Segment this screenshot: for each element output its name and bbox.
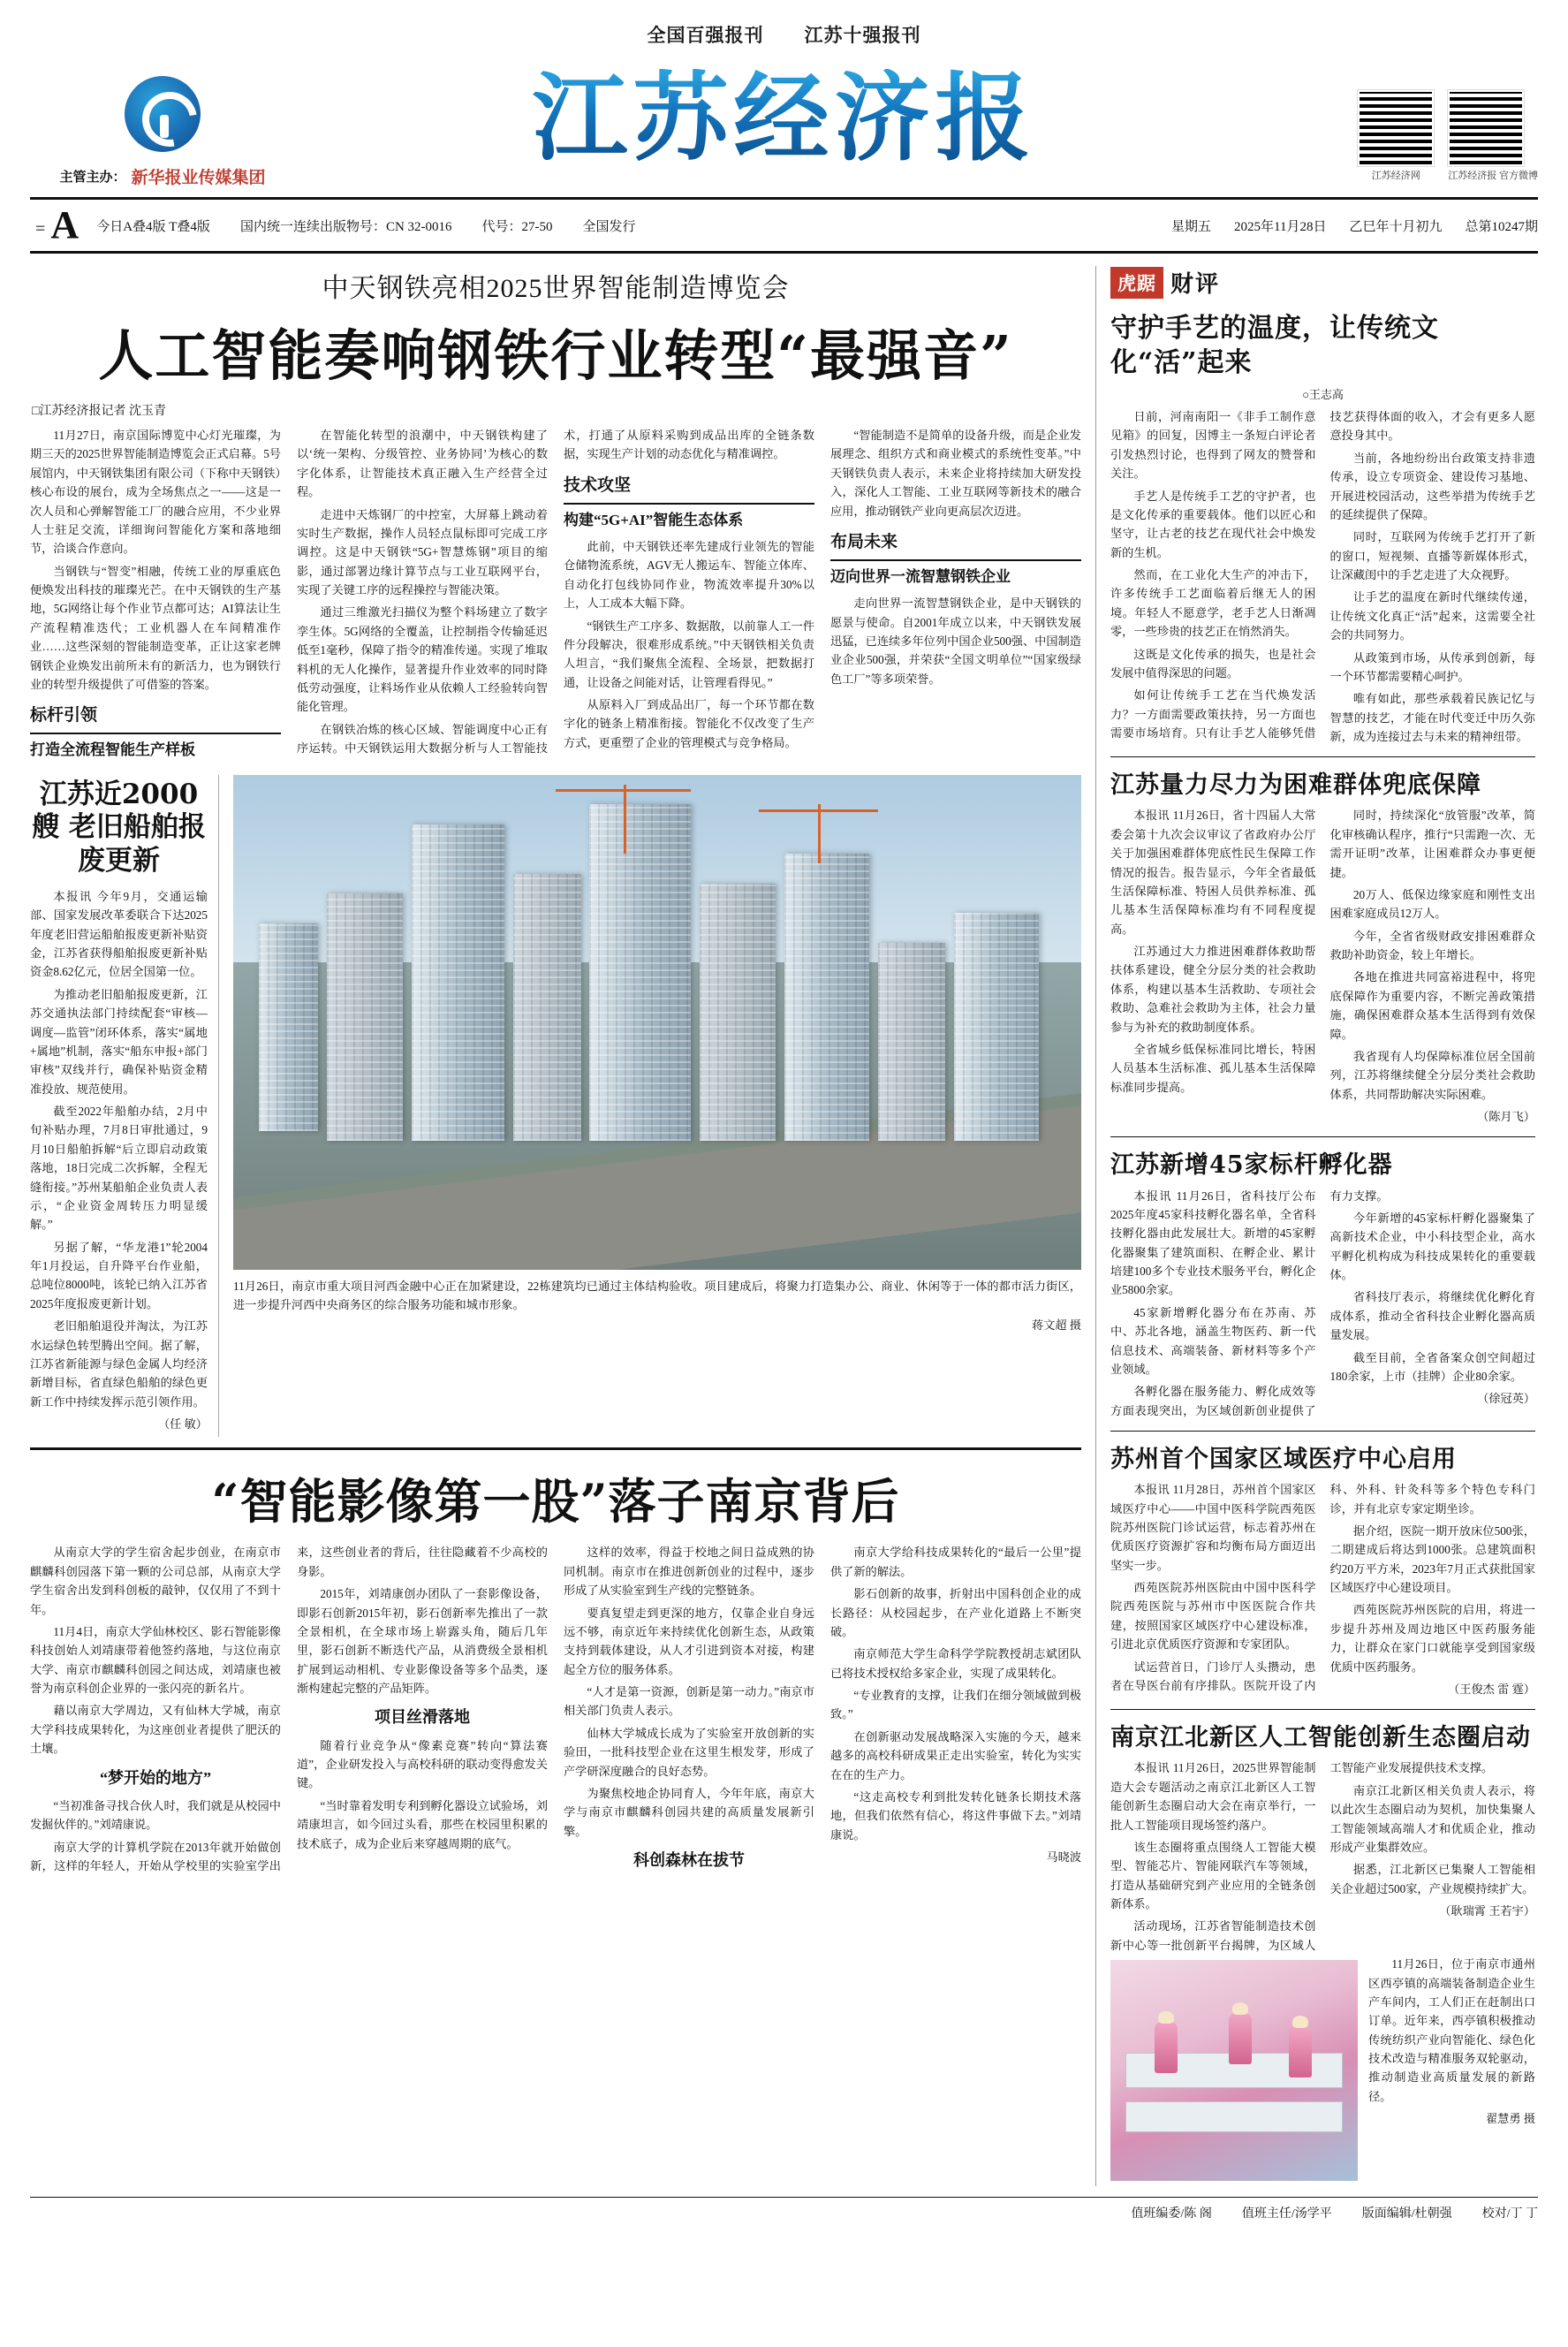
commentary-para: 如何让传统手工艺在当代焕发活力？一方面需要政策扶持，另一方面也需要市场培育。只有让手艺人能够凭借技艺获得体面的收入，才会有更多人愿意投身其中。 (1110, 410, 1535, 740)
issue-info-middle (96, 216, 1171, 235)
commentary-para: 日前，河南南阳一《非手工制作意见箱》的回复，因博主一条短白评论者引发热烈讨论，也得到了网友的赞誉和关注。 (1110, 410, 1316, 481)
feature-signature: 马晓波 (1046, 1850, 1081, 1865)
ships-para: 另据了解，“华龙港1”轮2004年1月投运，自升降平台作业船，总吨位8000吨，该轮已纳入江苏省2025年度报废更新计划。 (30, 1240, 208, 1310)
commentary-header (1110, 266, 1535, 306)
lead-subhead-1 (30, 703, 281, 762)
subhead-line2: 构建“5G+AI”智能生态体系 (564, 511, 744, 528)
commentary-para: 手艺人是传统手工艺的守护者，也是文化传承的重要载体。他们以匠心和坚守，让古老的技艺在现代社会中焕发新的生机。 (1110, 489, 1316, 559)
lead-para: 走向世界一流智慧钢铁企业，是中天钢铁的愿景与使命。自2001年成立以来，中天钢铁发展迅猛，已连续多年位列中国企业500强、中国制造业企业500强，并荣获“全国文明单位”“国家级绿色工厂”等多项荣誉。 (830, 596, 1081, 686)
photo-building (513, 874, 581, 1141)
main-photo-block (233, 775, 1081, 1438)
feature-para: 藉以南京大学周边，又有仙林大学城，南京大学科技成果转化，为这座创业者提供了肥沃的土壤。 (30, 1704, 281, 1756)
qr-website-caption: 江苏经济网 (1371, 171, 1420, 181)
duty-editor: 值班编委/陈 阁 (1131, 2207, 1212, 2222)
feature-para: 随着行业竞争从“像素竞赛”转向“算法赛道”，企业研发投入与高校科研的联动变得愈发关键。 (297, 1738, 548, 1790)
masthead (30, 60, 1538, 194)
masthead-left (30, 60, 295, 188)
ships-para: 老旧船舶退役并淘汰，为江苏水运绿色转型腾出空间。据了解，江苏省新能源与绿色金属人均经济新增目标，省直绿色船舶的绿色更新工作中持续发挥示范引领作用。 (30, 1319, 208, 1409)
hospital-para: 西苑医院苏州医院的启用，将进一步提升苏州及周边地区中医药服务能力，让群众在家门口就能享受到国家级优质中医药服务。 (1329, 1603, 1535, 1674)
welfare-para: 本报讯 11月26日，省十四届人大常委会第十九次会议审议了省政府办公厅关于加强困难群体兜底性民生保障工作情况的报告。报告显示，今年全省最低生活保障标准、特困人员供养标准、孤儿基本生活保障标准均有不同程度提高。 (1110, 809, 1316, 936)
date-gregorian: 2025年11月28日 (1234, 219, 1327, 234)
feature-para: 11月4日，南京大学仙林校区、影石智能影像科技创始人刘靖康带着他签约落地，与这位南京大学、南京市麒麟科创园之间达成，刘靖康也被誉为南京科创企业界的一张闪亮的新名片。 (30, 1624, 281, 1696)
photo-building (589, 804, 691, 1141)
right-separator (1110, 756, 1535, 757)
feature-para: 仙林大学城成长成为了实验室开放创新的实验田，一批科技型企业在这里生根发芽，形成了产学研深度融合的良好态势。 (564, 1726, 814, 1778)
photo-building (412, 824, 505, 1141)
qr-code-weibo-icon[interactable] (1448, 90, 1524, 166)
date-lunar: 乙巳年十月初九 (1349, 219, 1443, 234)
weekday: 星期五 (1171, 219, 1212, 234)
feature-para: “人才是第一资源，创新是第一动力。”南京市相关部门负责人表示。 (564, 1685, 814, 1718)
commentary-title: 守护手艺的温度，让传统文化“活”起来 (1110, 313, 1439, 378)
ships-para: 为推动老旧船舶报废更新，江苏交通执法部门持续配套“审核—调度—监管”闭环体系，落实“属地+属地”机制，落实“船东申报+部门审核”双线并行，确保补贴资金精准投放、规范使用。 (30, 987, 208, 1096)
commentary-para: 同时，互联网为传统手艺打开了新的窗口，短视频、直播等新媒体形式，让深藏闺中的手艺走进了大众视野。 (1329, 530, 1535, 581)
incubator-article-title: 江苏新增45家标杆孵化器 (1110, 1151, 1393, 1180)
edition-letter: = A (35, 203, 80, 247)
welfare-para: 我省现有人均保障标准位居全国前列，江苏将继续健全分层分类社会救助体系，共同帮助解决实际困难。 (1329, 1049, 1535, 1101)
photo-machine (1125, 2101, 1343, 2132)
incubator-signature: （徐冠英） (1477, 1392, 1535, 1406)
lead-para: 在钢铁冶炼的核心区域、智能调度中心正有序运转。中天钢铁运用大数据分析与人工智能技术，打通了从原料采购到成品出库的全链条数据，实现生产计划的动态优化与精准调控。 (297, 429, 814, 755)
commentary-para: 让手艺的温度在新时代继续传递，让传统文化真正“活”起来，这需要全社会的共同努力。 (1329, 590, 1535, 642)
top-award-strip (30, 16, 1538, 60)
layout-editor: 版面编辑/杜朝强 (1361, 2207, 1452, 2222)
feature-para: 从南京大学的学生宿舍起步创业，在南京市麒麟科创园落下第一颗的公司总部，从南京大学学生宿舍出发到科创板的敲钟，仅仅用了不到十年。 (30, 1546, 281, 1616)
main-photo-credit: 蒋文超 摄 (1031, 1318, 1081, 1332)
commentary-badge: 虎踞 (1110, 267, 1163, 299)
masthead-center (295, 60, 1273, 174)
ships-para: 截至2022年船舶办结，2月中旬补贴办理，7月8日审批通过，9月10日船舶拆解“后立即启动政策落地，18日完成二次拆解，全程无缝衔接。”苏州某船舶企业负责人表示，“企业资金周转压力明显缓解。” (30, 1105, 208, 1232)
welfare-article-title: 江苏量力尽力为困难群体兜底保障 (1110, 771, 1481, 800)
right-photo-block (1110, 1955, 1535, 2186)
page-footer (30, 2197, 1538, 2222)
qr-weibo-block (1448, 90, 1538, 182)
lead-subhead-3 (830, 529, 1081, 589)
photo-worker (1229, 2013, 1252, 2064)
hospital-article-body (1110, 1480, 1535, 1698)
welfare-signature: （陈月飞） (1477, 1110, 1535, 1124)
ai-para: 南京江北新区相关负责人表示，将以此次生态圈启动为契机，加快集聚人工智能领域高端人才和优质企业，推动形成产业集群效应。 (1329, 1783, 1535, 1854)
ai-para: 本报讯 11月26日，2025世界智能制造大会专题活动之南京江北新区人工智能创新生态圈启动大会在南京举行，一批人工智能项目现场签约落户。 (1110, 1761, 1316, 1832)
photo-crane-arm (759, 809, 877, 812)
commentary-para: 这既是文化传承的损失，也是社会发展中值得深思的问题。 (1110, 647, 1316, 680)
commentary-para: 从政策到市场，从传承到创新，每一个环节都需要精心呵护。 (1329, 650, 1535, 683)
factory-photo-credit: 翟慧勇 摄 (1485, 2112, 1535, 2126)
subhead-line1: 标杆引领 (30, 703, 281, 734)
issue-info-right (1171, 216, 1538, 235)
welfare-para: 各地在推进共同富裕进程中，将兜底保障作为重要内容，不断完善政策措施，确保困难群众基本生活得到有效保障。 (1329, 970, 1535, 1041)
feature-para: 影石创新的故事，折射出中国科创企业的成长路径：从校园起步，在产业化道路上不断突破。 (830, 1587, 1081, 1638)
feature-body (30, 1543, 1081, 1875)
incubator-article-body (1110, 1187, 1535, 1421)
feature-para: “当时靠着发明专利到孵化器设立试验场，刘靖康坦言，如今回过头看，那些在校园里积累的技术底子，成为企业后来穿越周期的底气。 (297, 1798, 548, 1850)
right-separator (1110, 1136, 1535, 1137)
lead-article-body (30, 426, 1081, 763)
feature-para: 南京大学给科技成果转化的“最后一公里”提供了新的解法。 (830, 1546, 1081, 1578)
feature-headline: “智能影像第一股”落子南京背后 (211, 1473, 900, 1530)
photo-building (954, 913, 1039, 1141)
hospital-article-title: 苏州首个国家区域医疗中心启用 (1110, 1446, 1457, 1474)
right-column (1095, 266, 1535, 2186)
factory-photo-caption: 11月26日，位于南京市通州区西亭镇的高端装备制造企业生产车间内，工人们正在赶制出口订单。近年来，西亭镇积极推动传统纺织产业向智能化、绿色化技术改造与精准服务双轮驱动，推动制造业高质量发展的新路径。 (1368, 1957, 1535, 2103)
ships-signature: （任 敏） (157, 1417, 208, 1432)
ai-signature: （耿瑞霄 王若宇） (1439, 1904, 1535, 1918)
welfare-para: 江苏通过大力推进困难群体救助帮扶体系建设，健全分层分类的社会救助体系，构建以基本生活救助、专项社会救助、急难社会救助为主体，社会力量参与为补充的救助制度体系。 (1110, 945, 1316, 1034)
hospital-para: 据介绍，医院一期开放床位500张，二期建成后将达到1000张。总建筑面积约20万平方米，2023年7月正式获批国家区域医疗中心建设项目。 (1329, 1523, 1535, 1595)
photo-crane-arm (556, 789, 692, 792)
ships-article (30, 775, 219, 1438)
sponsor-label: 主管主办： (59, 171, 126, 185)
feature-subhead-3: 科创森林在拔节 (633, 1851, 745, 1870)
lead-subhead-2 (564, 473, 814, 532)
lead-para: 此前，中天钢铁还率先建成行业领先的智能仓储物流系统，AGV无人搬运车、智能立体库、自动化打包线协同作业，物流效率提升30%以上，人工成本大幅下降。 (564, 540, 814, 611)
incubator-para: 截至目前，全省备案众创空间超过180余家，上市（挂牌）企业80余家。 (1329, 1350, 1535, 1383)
lead-para: 11月27日，南京国际博览中心灯光璀璨，为期三天的2025世界智能制造博览会正式启幕。5号展馆内，中天钢铁集团有限公司（下称中天钢铁）核心布设的展台，成为全场焦点之一——这是一次人员和心弹解智能工厂的融合应用，不少业界人士驻足交流，详细询问智能化方案和落地细节，洽谈合作意向。 (30, 429, 281, 556)
ships-article-title: 江苏近2000艘 老旧船舶报废更新 (32, 778, 206, 877)
hospital-para: 本报讯 11月28日，苏州首个国家区域医疗中心——中国中医科学院西苑医院苏州医院门诊试运营，标志着苏州在优质医疗资源扩容和均衡布局方面迈出坚实一步。 (1110, 1483, 1316, 1572)
edition-letter-text: A (50, 203, 80, 247)
feature-para: 南京师范大学生命科学学院教授胡志斌团队已将技术授权给多家企业，实现了成果转化。 (830, 1647, 1081, 1680)
welfare-para: 全省城乡低保标准同比增长，特困人员基本生活标准、孤儿基本生活保障标准同步提高。 (1110, 1042, 1316, 1094)
feature-para: “专业教育的支撑，让我们在细分领域做到极致。” (830, 1689, 1081, 1721)
subhead-line1: 技术攻坚 (564, 473, 814, 505)
ai-ecosystem-article-title: 南京江北新区人工智能创新生态圈启动 (1110, 1724, 1531, 1752)
award-1: 全国百强报刊 (647, 25, 764, 46)
photo-building (327, 893, 403, 1141)
commentary-body (1110, 407, 1535, 746)
commentary-section-label: 财评 (1170, 271, 1221, 297)
feature-para: 为聚焦校地企协同育人，今年年底，南京大学与南京市麒麟科创园共建的高质量发展新引擎。 (564, 1786, 814, 1838)
edition-note: 今日A叠4版 T叠4版 (96, 219, 210, 234)
feature-para: “当初准备寻找合伙人时，我们就是从校园中发掘伙伴的。”刘靖康说。 (30, 1798, 281, 1832)
photo-worker (1289, 2026, 1312, 2077)
welfare-para: 同时，持续深化“放管服”改革，简化审核确认程序，推行“只需跑一次、无需开证明”改革，让困难群众办事更便捷。 (1329, 809, 1535, 879)
photo-building (784, 854, 869, 1141)
welfare-para: 20万人、低保边缘家庭和刚性支出困难家庭成员12万人。 (1329, 887, 1535, 921)
lead-para: “智能制造不是简单的设备升级，而是企业发展理念、组织方式和商业模式的系统性变革。”中天钢铁负责人表示，未来企业将持续加大研发投入，深化人工智能、工业互联网等新技术的融合应用，推动钢铁产业向更高层次迈进。 (830, 429, 1081, 518)
ships-article-body (30, 887, 208, 1434)
page-body (30, 254, 1538, 2186)
right-separator (1110, 1709, 1535, 1710)
lead-para: 在智能化转型的浪潮中，中天钢铁构建了以‘统一架构、分级管控、业务协同’为核心的数字化体系，让智能技术真正融入生产经营全过程。 (297, 429, 548, 499)
commentary-para: 然而，在工业化大生产的冲击下，许多传统手工艺面临着后继无人的困境。年轻人不愿意学，老手艺人日渐凋零，一些珍贵的技艺正在悄然消失。 (1110, 568, 1316, 639)
hospital-para: 试运营首日，门诊厅人头攒动，患者在导医台前有序排队。医院开设了内科、外科、针灸科等多个特色专科门诊，并有北京专家定期坐诊。 (1110, 1483, 1535, 1692)
photo-crane (818, 804, 821, 863)
qr-weibo-caption: 江苏经济报 官方微博 (1448, 171, 1538, 181)
masthead-qr-group (1273, 60, 1538, 182)
incubator-para: 本报讯 11月26日，省科技厅公布2025年度45家科技孵化器名单，全省科技孵化器由此发展壮大。新增的45家孵化器聚集了建筑面积、在孵企业、累计培建100多个专业技术服务平台，孵化企业5800余家。 (1110, 1189, 1316, 1297)
feature-para: 2015年，刘靖康创办团队了一套影像设备，即影石创新2015年初，影石创新率先推出了一款全景相机，在全球市场上崭露头角，随后几年里，影石创新不断迭代产品，从消费级全景相机扩展到运动相机、专业影像设备等多个品类，逐渐构建起完整的产品矩阵。 (297, 1587, 548, 1696)
photo-building (259, 923, 318, 1131)
feature-para: “这走高校专利到批发转化链条长期技术落地，但我们依然有信心，将这件事做下去。”刘靖康说。 (830, 1789, 1081, 1842)
lead-para: 当钢铁与“智变”相融，传统工业的厚重底色便焕发出科技的璀璨光芒。在中天钢铁的生产基地，5G网络让每个作业节点都可达；AI算法让生产流程精准迭代；工业机器人在车间精准作业……这些深刻的智能制造变革，正让这家老牌钢铁企业焕发出前所未有的新活力，也为钢铁行业的转型升级提供了可借鉴的答案。 (30, 564, 281, 691)
lead-para: 走进中天炼钢厂的中控室，大屏幕上跳动着实时生产数据，操作人员轻点鼠标即可完成工序调控。这是中天钢铁“5G+智慧炼钢”项目的缩影，通过部署边缘计算节点与工业互联网平台，实现了关键工序的远程操控与智能决策。 (297, 507, 548, 596)
hospital-signature: （王俊杰 雷 霆） (1448, 1682, 1535, 1696)
welfare-para: 今年，全省省级财政安排困难群众救助补助资金，较上年增长。 (1329, 929, 1535, 962)
main-photo (233, 775, 1081, 1270)
qr-code-website-icon[interactable] (1358, 90, 1434, 166)
paper-logo-icon (125, 76, 201, 152)
right-separator (1110, 1431, 1535, 1432)
postal-code: 代号：27-50 (481, 219, 553, 234)
main-photo-caption: 11月26日，南京市重大项目河西金融中心正在加紧建设，22栋建筑均已通过主体结构验收。项目建成后，将聚力打造集办公、商业、休闲等于一体的都市活力街区，进一步提升河西中央商务区的综合服务功能和城市形象。 (233, 1279, 1081, 1311)
photo-building (878, 943, 946, 1141)
qr-website-block (1358, 90, 1434, 182)
subhead-line1: 布局未来 (830, 529, 1081, 561)
ai-para: 活动现场，江苏省智能制造技术创新中心等一批创新平台揭牌，为区域人工智能产业发展提供技术支撑。 (1110, 1761, 1494, 1952)
ai-ecosystem-article-body (1110, 1758, 1535, 1955)
incubator-para: 今年新增的45家标杆孵化器聚集了高新技术企业，中小科技型企业，高水平孵化机构成为科技成果转化的重要载体。 (1329, 1211, 1535, 1282)
feature-subhead-1: “梦开始的地方” (100, 1768, 211, 1787)
ai-para: 据悉，江北新区已集聚人工智能相关企业超过500家，产业规模持续扩大。 (1329, 1863, 1535, 1895)
photo-worker (1155, 2022, 1178, 2073)
welfare-article-body (1110, 806, 1535, 1126)
lower-row (30, 763, 1081, 1438)
hospital-para: 西苑医院苏州医院由中国中医科学院西苑医院与苏州市中医医院合作共建，按照国家区域医疗中心建设标准，引进北京优质医疗资源和专家团队。 (1110, 1581, 1316, 1652)
feature-para: 在创新驱动发展战略深入实施的今天，越来越多的高校科研成果正走出实验室，转化为实实在在的生产力。 (830, 1729, 1081, 1781)
lead-para: 从原料入厂到成品出厂，每一个环节都在数字化的链条上精准衔接。智能化不仅改变了生产方式，更重塑了企业的管理模式与竞争格局。 (564, 698, 814, 749)
paper-title: 江苏经济报 (295, 69, 1273, 169)
issue-number: 总第10247期 (1465, 219, 1538, 234)
lead-headline: 人工智能奏响钢铁行业转型“最强音” (98, 323, 1013, 388)
ai-para: 该生态圈将重点围绕人工智能大模型、智能芯片、智能网联汽车等领域，打造从基础研究到产业应用的全链条创新体系。 (1110, 1840, 1316, 1910)
subhead-line2: 迈向世界一流智慧钢铁企业 (830, 567, 1011, 585)
photo-crane (624, 785, 626, 854)
sponsor-org: 新华报业传媒集团 (131, 168, 266, 187)
feature-para: 要真复望走到更深的地方，仅靠企业自身远远不够，南京近年来持续优化创新生态，从政策支持到载体建设，从人才引进到资本对接，构建起全方位的服务体系。 (564, 1606, 814, 1676)
lead-para: 通过三维激光扫描仪为整个料场建立了数字孪生体。5G网络的全覆盖，让控制指令传输延迟低至1毫秒，保障了指令的精准传递。实现了堆取料机的无人化操作，显著提升作业效率的同时降低劳动强度，让料场作业从依赖人工经验转向智能化管理。 (297, 605, 548, 714)
incubator-para: 各孵化器在服务能力、孵化成效等方面表现突出，为区域创新创业提供了有力支撑。 (1110, 1189, 1389, 1417)
duty-chief: 值班主任/汤学平 (1241, 2207, 1332, 2222)
award-2: 江苏十强报刊 (804, 25, 921, 46)
sponsor-line (59, 164, 265, 188)
incubator-para: 省科技厅表示，将继续优化孵化育成体系，推动全省科技企业孵化器高质量发展。 (1329, 1290, 1535, 1342)
distribution-scope: 全国发行 (582, 219, 636, 234)
incubator-para: 45家新增孵化器分布在苏南、苏中、苏北各地，涵盖生物医药、新一代信息技术、高端装备、新材料等多个产业领域。 (1110, 1305, 1316, 1376)
feature-subhead-2: 项目丝滑落地 (375, 1708, 470, 1727)
commentary-para: 唯有如此，那些承载着民族记忆与智慧的技艺，才能在时代变迁中历久弥新，成为连接过去与未来的精神纽带。 (1329, 692, 1535, 743)
subhead-line2: 打造全流程智能生产样板 (30, 741, 195, 759)
proofreader: 校对/丁 丁 (1481, 2207, 1538, 2222)
ships-para: 本报讯 今年9月，交通运输部、国家发展改革委联合下达2025年度老旧营运船舶报废更新补贴资金，江苏省获得船舶报废更新补贴资金8.62亿元，位居全国第一位。 (30, 889, 208, 979)
factory-photo (1110, 1960, 1358, 2181)
lead-para: “钢铁生产工序多、数据散，以前靠人工一件件分段解决，很难形成系统。”中天钢铁相关负责人坦言，“我们聚焦全流程、全场景，把数据打通，让设备之间能对话，让管理看得见。” (564, 619, 814, 689)
lead-shoulder-headline: 中天钢铁亮相2025世界智能制造博览会 (322, 274, 790, 303)
main-column (30, 266, 1081, 2186)
serial-number: 国内统一连续出版物号：CN 32-0016 (239, 219, 452, 234)
photo-building (700, 884, 776, 1141)
issue-info-bar (30, 200, 1538, 254)
feature-para: 这样的效率，得益于校地之间日益成熟的协同机制。南京市在推进创新创业的过程中，逐步形成了从实验室到生产线的完整链条。 (564, 1546, 814, 1598)
feature-para: 南京大学的计算机学院在2013年就开始做创新，这样的年轻人，开始从学校里的实验室学出来，这些创业者的背后，往往隐藏着不少高校的身影。 (30, 1546, 548, 1872)
commentary-para: 当前，各地纷纷出台政策支持非遗传承，设立专项资金、建设传习基地、开展进校园活动，这些举措为传统手艺的延续提供了保障。 (1329, 451, 1535, 521)
commentary-byline: ○王志高 (1302, 388, 1344, 401)
lead-byline: □江苏经济报记者 沈玉青 (32, 405, 166, 418)
